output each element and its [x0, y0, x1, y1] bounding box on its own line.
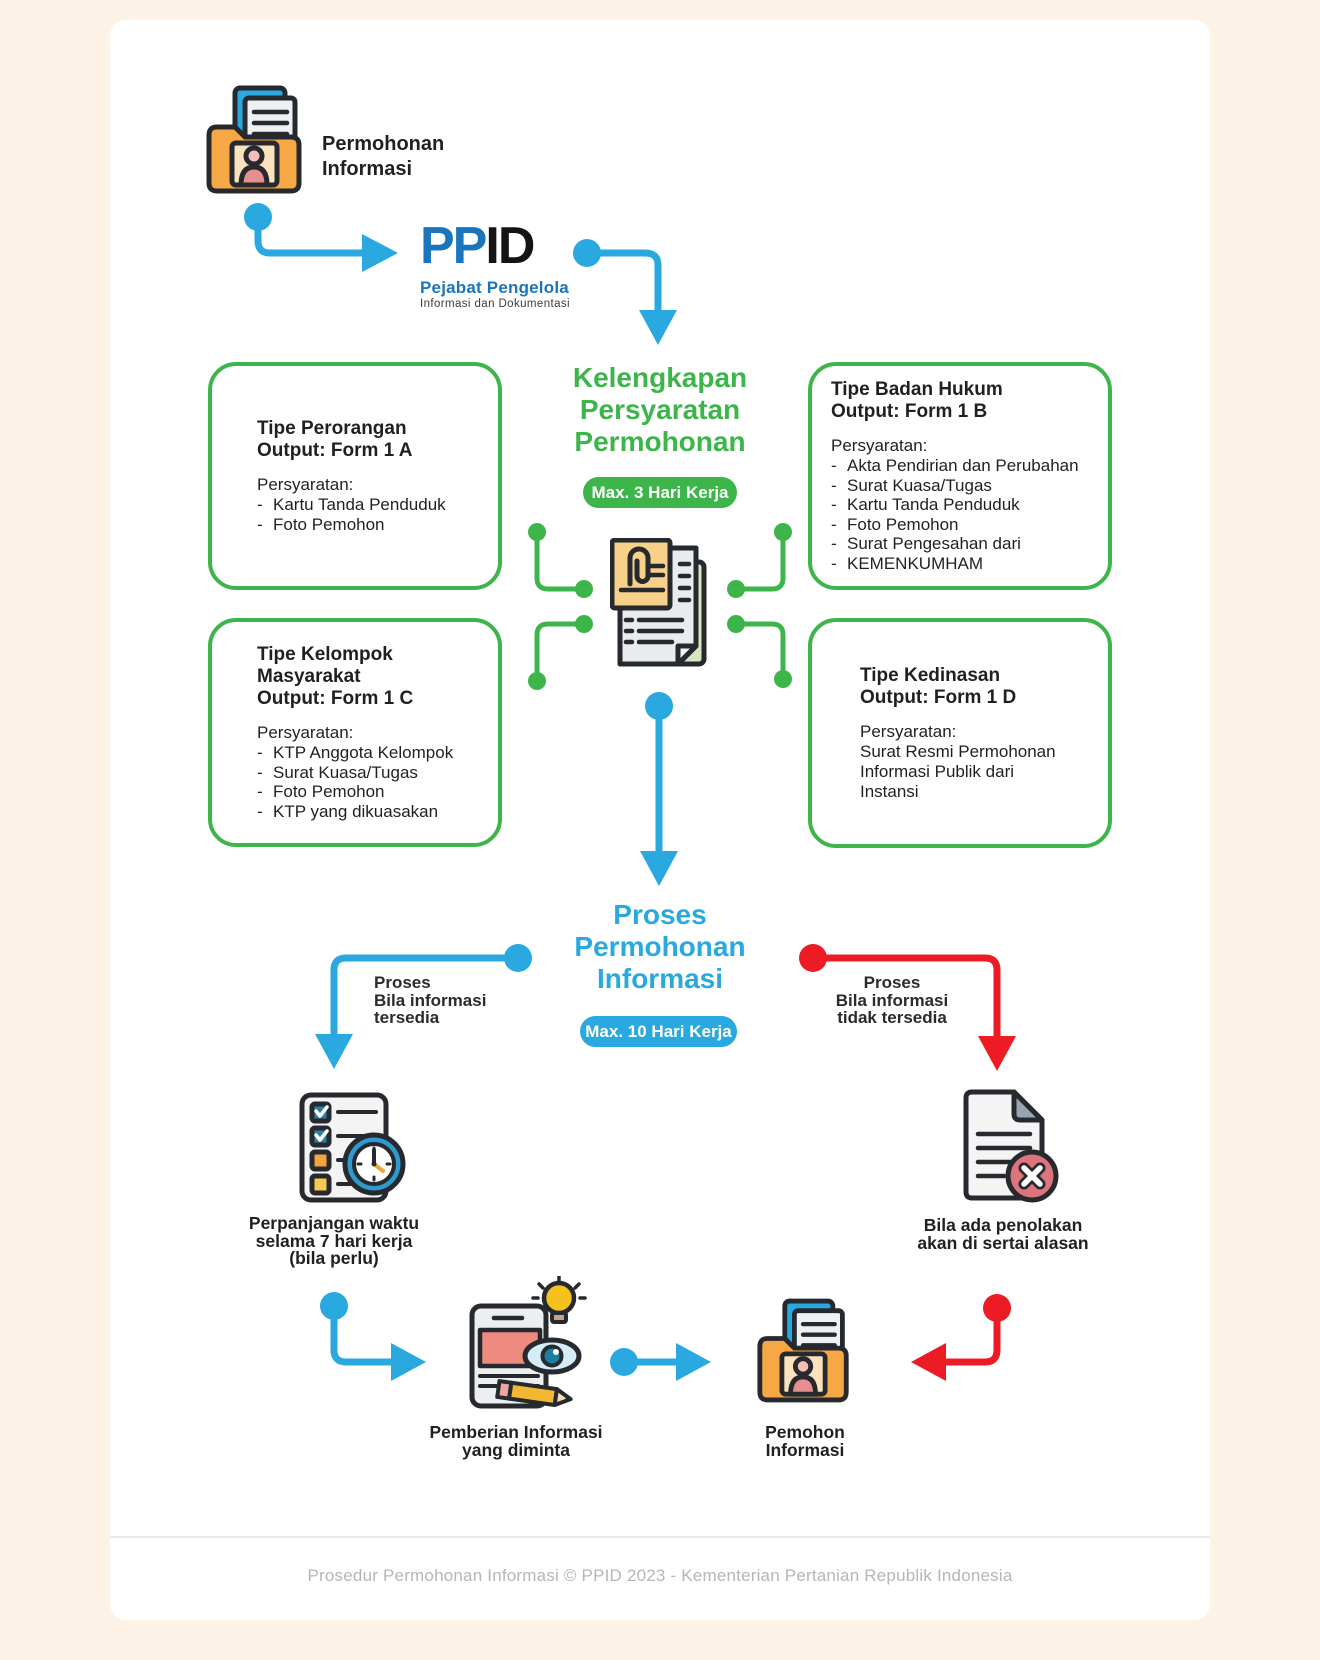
box-items	[831, 456, 1108, 573]
information-review-icon	[464, 1276, 588, 1410]
box-item: Surat Resmi Permohonan	[860, 741, 1056, 761]
extension-caption: Perpanjangan waktu selama 7 hari kerja (bila perlu)	[248, 1213, 420, 1268]
requirements-heading-line: Kelengkapan	[572, 362, 748, 393]
box-section-label: Persyaratan:	[257, 723, 354, 742]
box-section-label: Persyaratan:	[257, 475, 354, 494]
ppid-logo	[420, 217, 570, 311]
requirement-box-kedinasan	[808, 618, 1112, 848]
box-section-label: Persyaratan:	[860, 721, 957, 741]
box-section-label: Persyaratan:	[831, 436, 928, 455]
box-item: - Foto Pemohon	[257, 782, 385, 801]
box-item: - Surat Kuasa/Tugas	[831, 475, 992, 495]
start-label-line: Permohonan	[322, 133, 445, 155]
unavailable-branch-label: Proses Bila informasi tidak tersedia	[835, 973, 949, 1027]
process-heading-line: Permohonan	[574, 931, 746, 962]
start-label	[322, 132, 444, 182]
requirements-heading-line: Persyaratan	[579, 394, 741, 425]
ppid-logo-id: ID	[485, 217, 534, 275]
box-item: - KTP yang dikuasakan	[257, 801, 439, 821]
box-item: - KTP Anggota Kelompok	[257, 743, 454, 762]
box-item: - Surat Kuasa/Tugas	[257, 762, 418, 782]
requester-caption: Pemohon Informasi	[765, 1422, 845, 1460]
process-heading-line: Informasi	[596, 963, 724, 994]
start-label-line: Informasi	[322, 158, 413, 180]
folder-documents-icon	[756, 1298, 852, 1404]
process-duration-badge: Max. 10 Hari Kerja	[580, 1016, 737, 1047]
checklist-clock-icon	[290, 1092, 408, 1212]
box-item: - Surat Pengesahan dari	[831, 534, 1021, 553]
box-items	[257, 495, 498, 534]
rejected-document-icon	[950, 1088, 1062, 1204]
box-title: Tipe Kelompok Masyarakat Output: Form 1 C	[257, 644, 414, 709]
requirement-box-kelompok-masyarakat	[208, 618, 502, 847]
rejection-caption: Bila ada penolakan akan di sertai alasan	[917, 1215, 1089, 1253]
ppid-logo-wordmark	[420, 217, 570, 275]
box-item: Informasi Publik dari	[860, 761, 1015, 781]
box-item: - Akta Pendirian dan Perubahan	[831, 456, 1079, 475]
box-item: - KEMENKUMHAM	[831, 553, 984, 573]
requirements-heading	[450, 362, 870, 458]
folder-documents-icon	[205, 85, 305, 195]
requirement-box-badan-hukum	[808, 362, 1112, 590]
available-branch-label: Proses Bila informasi tersedia	[374, 973, 487, 1027]
box-item: Instansi	[860, 781, 919, 801]
requirements-heading-line: Permohonan	[574, 426, 746, 457]
box-item: - Kartu Tanda Penduduk	[257, 495, 446, 514]
process-heading-line: Proses	[613, 899, 707, 930]
requirement-box-perorangan	[208, 362, 502, 590]
box-title: Tipe Kedinasan Output: Form 1 D	[860, 664, 1017, 708]
box-items	[257, 743, 498, 821]
box-item: - Kartu Tanda Penduduk	[831, 495, 1020, 514]
box-item: - Foto Pemohon	[831, 514, 959, 534]
footer-credit: Prosedur Permohonan Informasi © PPID 2023 - Kementerian Pertanian Republik Indonesia	[307, 1566, 1013, 1585]
box-title: Tipe Perorangan Output: Form 1 A	[257, 418, 413, 461]
box-title: Tipe Badan Hukum Output: Form 1 B	[831, 379, 1003, 422]
delivery-caption: Pemberian Informasi yang diminta	[429, 1422, 603, 1460]
requirements-documents-icon	[610, 538, 710, 670]
requirements-duration-badge: Max. 3 Hari Kerja	[583, 477, 737, 508]
ppid-logo-subtitle: Pejabat Pengelola	[420, 278, 569, 297]
ppid-logo-subtext: Informasi dan Dokumentasi	[420, 298, 570, 310]
footer-divider	[110, 1536, 1210, 1538]
ppid-logo-pp: PP	[420, 217, 486, 275]
box-item: - Foto Pemohon	[257, 514, 385, 534]
